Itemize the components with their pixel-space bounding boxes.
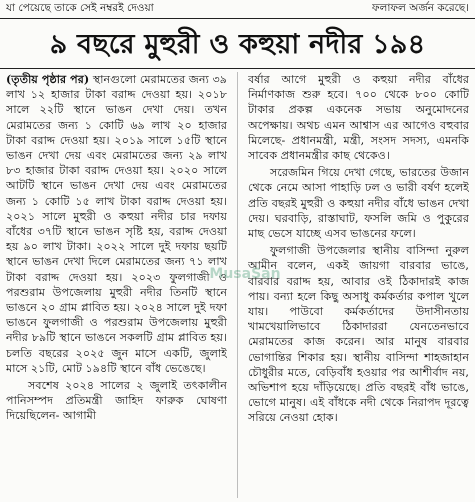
column-divider [237,72,238,498]
headline-divider-rule [0,68,475,69]
paragraph [6,72,227,376]
previous-article-strip [6,0,469,16]
paragraph [248,72,469,163]
top-divider-rule [0,18,475,19]
top-strip-left-text: যা পেয়েছে তাকে সেই নম্বরই দেওয়া [6,2,154,14]
continuation-lead: (তৃতীয় পৃষ্ঠার পর) [6,72,90,86]
paragraph-text: সরেজমিন গিয়ে দেখা গেছে, ভারতের উজান থেকে নেমে আসা পাহাড়ি ঢল ও ভারী বর্ষণ হলেই প্রতি বছরই মুহুরী ও কহুয়া নদীর বাঁধে ভাঙন দেখা দেয়। ঘরবাড়ি, রাস্তাঘাট, ফসলি জমি ও পুকুরের মাছ ভেসে যাচ্ছে এসব ভাঙনের ফলে। [248,166,469,241]
watermark-logo: MusaSan [209,266,281,282]
paragraph [248,243,469,425]
article-headline: ৯ বছরে মুহুরী ও কহুয়া নদীর ১৯৪ [49,29,426,60]
paragraph [248,165,469,241]
article-body [6,72,469,498]
column-right [248,72,469,498]
paragraph-text: সবশেষ ২০২৪ সালের ২ জুলাই তৎকালীন পানিসম্পদ প্রতিমন্ত্রী জাহিদ ফারুক ঘোষণা দিয়েছিলেন- আগামী [6,379,227,423]
paragraph [6,378,227,424]
column-left [6,72,227,498]
paragraph-text: ফুলগাজী উপজেলার স্থানীয় বাসিন্দা নুরুল আমীন বলেন, একই জায়গা বারবার ভাঙে, বারবার বরাদ্দ হয়, আবার ওই ঠিকাদারই কাজ পায়। বন্যা হলে কিছু অসাধু কর্মকর্তার কপাল খুলে যায়। পাউবো কর্মকর্তাদের উদাসীনতায় খামখেয়ালিভাবে ঠিকাদাররা যেনতেনভাবে মেরামতের কাজ করেন। আর মানুষ বারবার ভোগান্তির শিকার হয়। স্থানীয় বাসিন্দা শাহজাহান চৌধুরীর মতে, বেড়িবাঁধ হওয়ার পর আশীর্বাদ নয়, অভিশাপ হয়ে দাঁড়িয়েছে। প্রতি বছরই বাঁধ ভাঙে, ভোগে মানুষ। এই বাঁধকে নদী থেকে নিরাপদ দূরত্বে সরিয়ে নেওয়া হোক। [248,244,469,425]
paragraph-text: বর্ষার আগে মুহুরী ও কহুয়া নদীর বাঁধের নির্মাণকাজ শুরু হবে। ৭০০ থেকে ৮০০ কোটি টাকার প্রকল্প একনেক সভায় অনুমোদনের অপেক্ষায়। অথচ এমন আশ্বাস এর আগেও বহুবার মিলেছে- প্রধানমন্ত্রী, মন্ত্রী, সংসদ সদস্য, এমনকি সাবেক প্রধানমন্ত্রীর কাছ থেকেও। [248,73,469,163]
paragraph-text: স্থানগুলো মেরামতের জন্য ৩৯ লাখ ১২ হাজার টাকা বরাদ্দ দেওয়া হয়। ২০১৮ সালে ২২টি স্থানে ভাঙন দেখা দেয়। তখন মেরামতের জন্য ১ কোটি ৬৯ লাখ ২০ হাজার টাকা বরাদ্দ দেওয়া হয়। ২০১৯ সালে ১৫টি স্থানে ভাঙন দেখা দেয় এবং মেরামতের জন্য ২৯ লাখ ৮৩ হাজার টাকা বরাদ্দ দেওয়া হয়। ২০২০ সালে আটটি স্থানে ভাঙন দেখা দেয় এবং মেরামতের জন্য ১ কোটি ১৫ লাখ টাকা বরাদ্দ দেওয়া হয়। ২০২১ সালে মুহুরী ও কহুয়া নদীর চার দফায় বাঁধের ৩৭টি স্থানে ভাঙন সৃষ্টি হয়, বরাদ্দ দেওয়া হয় ৯০ লাখ টাকা। ২০২২ সালে দুই দফায় ছয়টি স্থানে ভাঙন দেখা দিলে মেরামতের জন্য ৭১ লাখ টাকা বরাদ্দ দেওয়া হয়। ২০২৩ ফুলগাজী ও পরশুরাম উপজেলায় মুহুরী নদীর তিনটি স্থানে ভাঙনে ২০ গ্রাম প্লাবিত হয়। ২০২৪ সালে দুই দফা ভাঙনে ফুলগাজী ও পরশুরাম উপজেলায় মুহুরী নদীর ৮৯টি স্থানে ভাঙনে সকলটি গ্রাম প্লাবিত হয়। চলতি বছরের ২০২৫ জুন মাসে একটি, জুলাই মাসে ২১টি, মোট ১৯৪টি স্থানে বাঁধ ভেঙেছে। [6,73,227,375]
top-strip-right-text: ফলাফল অর্জন করেছে। [371,2,469,14]
